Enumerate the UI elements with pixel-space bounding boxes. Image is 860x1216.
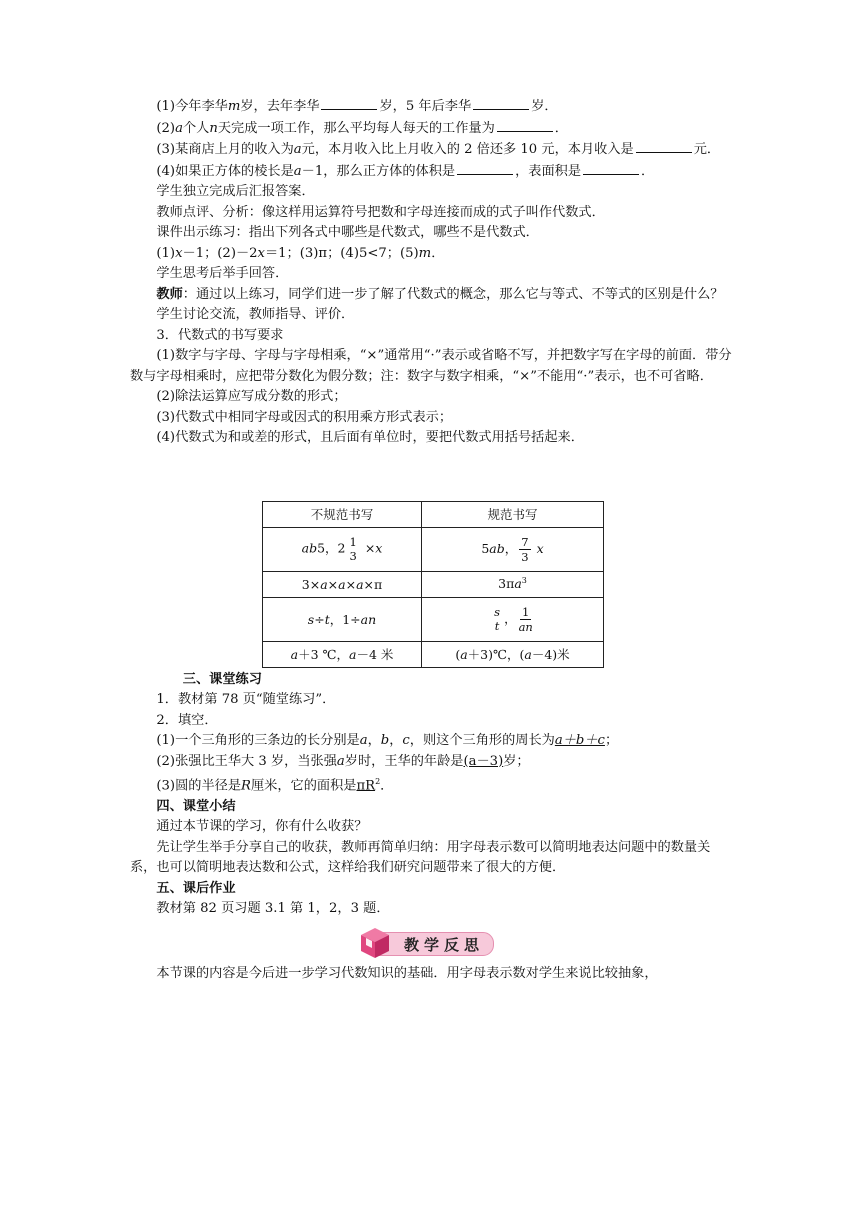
- paragraph: (3)代数式中相同字母或因式的积用乘方形式表示；: [156, 409, 453, 425]
- table-cell: s t ， $\frac{1}{an}$: [422, 597, 604, 641]
- paragraph: 通过本节课的学习，你有什么收获？: [156, 819, 368, 835]
- paragraph: 课件出示练习：指出下列各式中哪些是代数式，哪些不是代数式．: [156, 225, 539, 240]
- teacher-paragraph: 教师：通过以上练习，同学们进一步了解了代数式的概念，那么它与等式、不等式的区别是什么？: [156, 286, 724, 302]
- cube-icon: [358, 926, 392, 960]
- blank: [457, 161, 513, 175]
- banner-title: 教学反思: [404, 935, 485, 954]
- subheading: 3．代数式的书写要求: [156, 327, 284, 343]
- table-row: [263, 501, 604, 527]
- exercise-answer-1: (1)一个三角形的三条边的长分别是a，b，c，则这个三角形的周长为a＋b＋c；: [156, 733, 619, 748]
- exercise-list: (1)x－1；(2)－2x＝1；(3)π；(4)5<7；(5)m．: [156, 245, 445, 261]
- paragraph: 学生思考后举手回答．: [156, 266, 289, 281]
- exercise-answer-3: (3)圆的半径是R厘米，它的面积是$\pi R^2$．: [156, 777, 394, 794]
- blank: [583, 161, 639, 175]
- blank: [473, 96, 529, 110]
- blank: [321, 96, 377, 110]
- table-header: 不规范书写: [263, 501, 422, 527]
- section-heading-5: 五、课后作业: [156, 880, 236, 896]
- table-row: [263, 597, 604, 641]
- section-heading-3: 三、课堂练习: [182, 671, 262, 687]
- exercise-answer-2: (2)张强比王华大 3 岁，当张强a岁时，王华的年龄是(a－3)岁；: [156, 753, 530, 769]
- table-header: 规范书写: [422, 501, 604, 527]
- table-row: [263, 527, 604, 571]
- table-cell: (a＋3)℃，(a－4)米: [422, 641, 604, 667]
- table-row: [263, 571, 604, 597]
- document-body: [130, 96, 736, 984]
- paragraph: 1．教材第 78 页“随堂练习”．: [156, 692, 336, 707]
- table-cell: s÷t，1÷an: [263, 597, 422, 641]
- exercise-line-3: (3)某商店上月的收入为a元，本月收入比上月收入的 2 倍还多 10 元，本月收入是 元．: [130, 139, 736, 161]
- section-heading-4: 四、课堂小结: [156, 798, 236, 814]
- paragraph: 2．填空．: [156, 712, 218, 728]
- reflection-banner: [358, 926, 508, 960]
- writing-rules-table: [262, 501, 604, 668]
- paragraph: 教材第 82 页习题 3.1 第 1，2，3 题．: [156, 901, 390, 917]
- paragraph: 学生独立完成后汇报答案．: [156, 184, 315, 199]
- table-cell: a＋3 ℃，a－4 米: [263, 641, 422, 667]
- paragraph: 先让学生举手分享自己的收获，教师再简单归纳：用字母表示数可以简明地表达问题中的数量关系，也可以简明地表达数和公式，这样给我们研究问题带来了很大的方便．: [130, 839, 711, 876]
- exercise-line-1: (1)今年李华m岁，去年李华 岁，5 年后李华 岁．: [130, 96, 736, 118]
- paragraph: (4)代数式为和或差的形式，且后面有单位时，要把代数式用括号括起来．: [156, 430, 584, 445]
- table-cell: 5ab， $\frac{7}{3}$ x: [422, 527, 604, 571]
- reflection-paragraph: 本节课的内容是今后进一步学习代数知识的基础．用字母表示数对学生来说比较抽象，: [156, 965, 658, 981]
- paragraph: (1)数字与字母、字母与字母相乘，“×”通常用“·”表示或省略不写，并把数字写在字母的前面．带分数与字母相乘时，应把带分数化为假分数；注：数字与数字相乘，“×”不能用“·”表示，也不可省略．: [130, 348, 732, 384]
- blank: [497, 118, 553, 132]
- paragraph: 教师点评、分析：像这样用运算符号把数和字母连接而成的式子叫作代数式．: [156, 204, 605, 220]
- exercise-line-4: (4)如果正方体的棱长是a－1，那么正方体的体积是 ，表面积是 ．: [130, 161, 736, 183]
- table-cell: $3\pi a^3$: [422, 571, 604, 597]
- table-cell: ab5，2 1 3 ×x: [263, 527, 422, 571]
- paragraph: (2)除法运算应写成分数的形式；: [156, 389, 347, 404]
- table-row: [263, 641, 604, 667]
- exercise-line-2: (2)a个人n天完成一项工作，那么平均每人每天的工作量为 ．: [130, 118, 736, 140]
- blank: [636, 139, 692, 153]
- paragraph: 学生讨论交流，教师指导、评价．: [156, 307, 355, 322]
- table-cell: 3×a×a×a×π: [263, 571, 422, 597]
